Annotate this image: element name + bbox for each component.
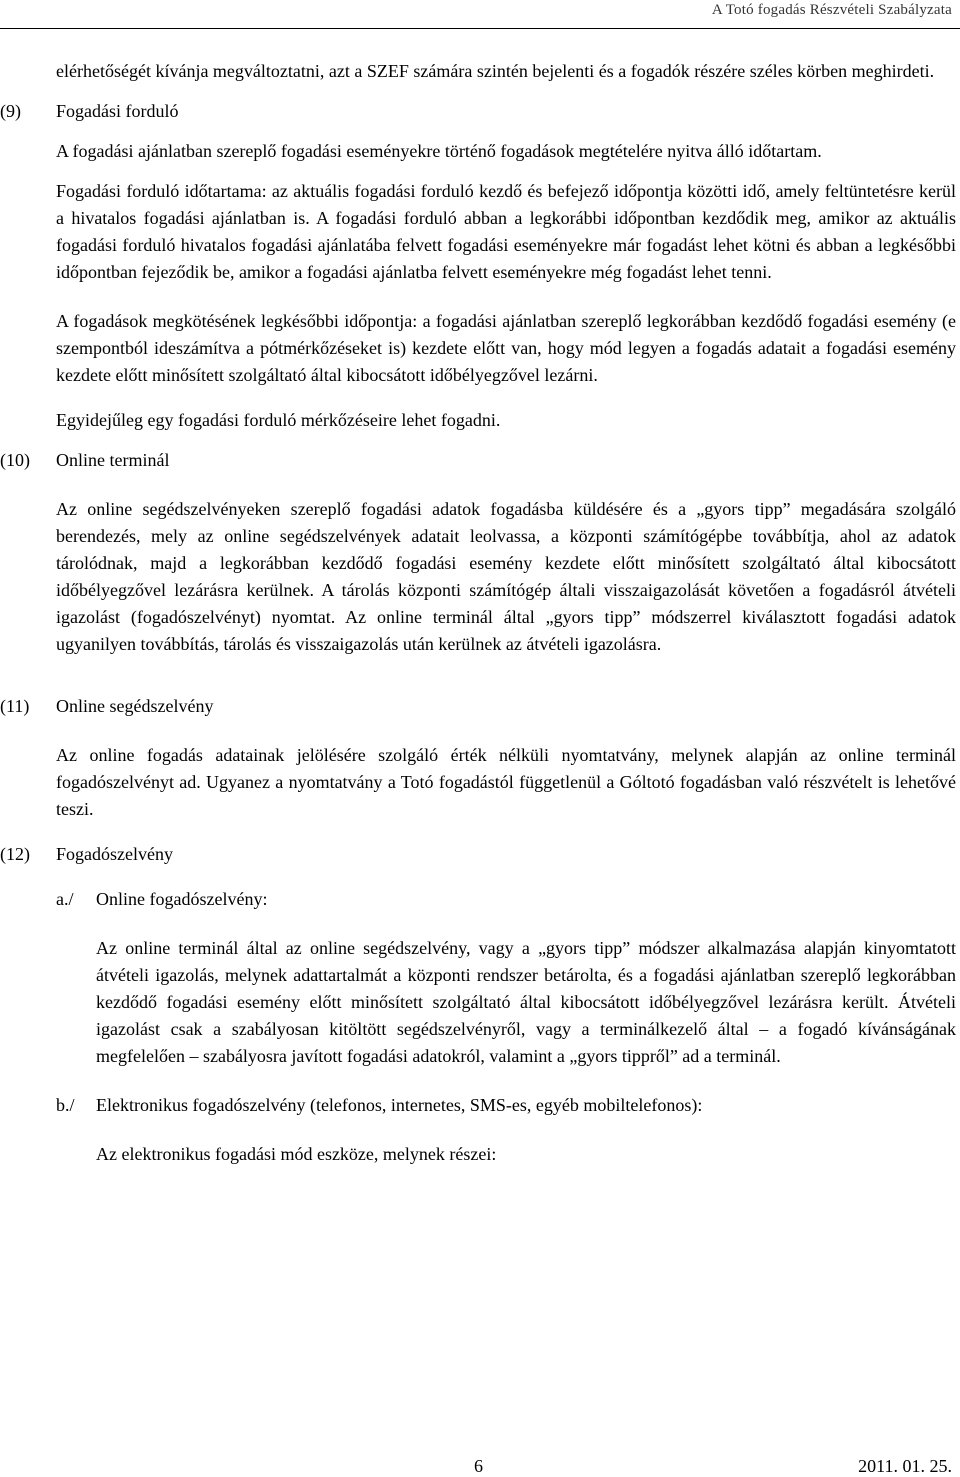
section-title: Online segédszelvény xyxy=(56,696,214,716)
page-body xyxy=(0,58,960,1168)
page-number: 6 xyxy=(474,1456,483,1476)
subsection-title: Elektronikus fogadószelvény (telefonos, internetes, SMS-es, egyéb mobiltelefonos): xyxy=(96,1095,703,1115)
paragraph: Az online fogadás adatainak jelölésére szolgáló érték nélküli nyomtatvány, melynek alapján az online terminál fogadószelvényt ad. Ugyanez a nyomtatvány a Totó fogadástól függetlenül a Góltotó fogadásban való részvételt is lehetővé teszi. xyxy=(56,745,956,819)
section-12-heading xyxy=(0,841,960,868)
section-9-heading xyxy=(0,98,960,125)
header-rule xyxy=(0,28,960,29)
subsection-a-heading xyxy=(56,886,960,913)
paragraph: Az online terminál által az online segédszelvény, vagy a „gyors tipp” módszer alkalmazása alapján kinyomtatott átvételi igazolás, melynek adattartalmát a központi rendszer betárolta, és a fogadási ajánlatban szereplő legkorábban kezdődő fogadási esemény előtt minősített szolgáltató által kibocsátott időbélyegzővel lezárásra került. Átvételi igazolást csak a szabályosan kitöltött segédszelvényről, vagy a terminálkezelő által – a fogadó kívánságának megfelelően – szabályosra javított fogadási adatokról, valamint a „gyors tippről” ad a terminál. xyxy=(96,938,956,1066)
section-number: (9) xyxy=(0,101,21,121)
section-number: (10) xyxy=(0,450,30,470)
paragraph-continuation: elérhetőségét kívánja megváltoztatni, azt a SZEF számára szintén bejelenti és a fogadók részére széles körben meghirdeti. xyxy=(56,61,935,81)
paragraph: A fogadási ajánlatban szereplő fogadási eseményekre történő fogadások megtételére nyitva álló időtartam. xyxy=(56,141,822,161)
subsection-title: Online fogadószelvény: xyxy=(96,889,268,909)
subsection-number: b./ xyxy=(56,1095,75,1115)
section-title: Online terminál xyxy=(56,450,170,470)
subsection-number: a./ xyxy=(56,889,74,909)
section-number: (11) xyxy=(0,696,30,716)
section-10-heading xyxy=(0,447,960,474)
paragraph: Fogadási forduló időtartama: az aktuális fogadási forduló kezdő és befejező időpontja közötti idő, amely feltüntetésre kerül a hivatalos fogadási ajánlatban is. A fogadási forduló abban a legkorábbi időpontban kezdődik meg, amikor az aktuális fogadási forduló hivatalos fogadási ajánlatába felvett fogadási eseményekre már fogadást lehet kötni és abban a legkésőbbi időpontban fejeződik be, amikor a fogadási ajánlatba felvett eseményekre még fogadást lehet tenni. xyxy=(56,181,956,282)
section-11-heading xyxy=(0,693,960,720)
paragraph: A fogadások megkötésének legkésőbbi időpontja: a fogadási ajánlatban szereplő legkorábban kezdődő fogadási esemény (e szempontból ideszámítva a pótmérkőzéseket is) kezdete előtt van, hogy mód legyen a fogadás adatait a fogadási esemény kezdete előtt minősített szolgáltató által kibocsátott időbélyegzővel lezárni. xyxy=(56,311,956,385)
section-title: Fogadószelvény xyxy=(56,844,173,864)
paragraph: Egyidejűleg egy fogadási forduló mérkőzéseire lehet fogadni. xyxy=(56,410,501,430)
subsection-b-heading xyxy=(56,1092,960,1119)
paragraph: Az online segédszelvényeken szereplő fogadási adatok fogadásba küldésére és a „gyors tipp” megadására szolgáló berendezés, mely az online segédszelvények adatait leolvassa, a központi számítógépbe továbbítja, ahol az adatok tárolódnak, majd a legkorábban kezdődő fogadási esemény kezdete előtt minősített szolgáltató által kibocsátott időbélyegzővel lezárásra kerülnek. A tárolás központi számítógép általi visszaigazolását követően a fogadásról átvételi igazolást (fogadószelvényt) nyomtat. Az online terminál által „gyors tipp” módszerrel kiválasztott fogadási adatok ugyanilyen továbbítás, tárolás és visszaigazolás után kerülnek az átvételi igazolásra. xyxy=(56,499,956,654)
section-title: Fogadási forduló xyxy=(56,101,179,121)
footer-date: 2011. 01. 25. xyxy=(858,1456,952,1476)
running-header: A Totó fogadás Részvételi Szabályzata xyxy=(711,2,952,18)
section-number: (12) xyxy=(0,844,30,864)
paragraph: Az elektronikus fogadási mód eszköze, melynek részei: xyxy=(96,1144,497,1164)
